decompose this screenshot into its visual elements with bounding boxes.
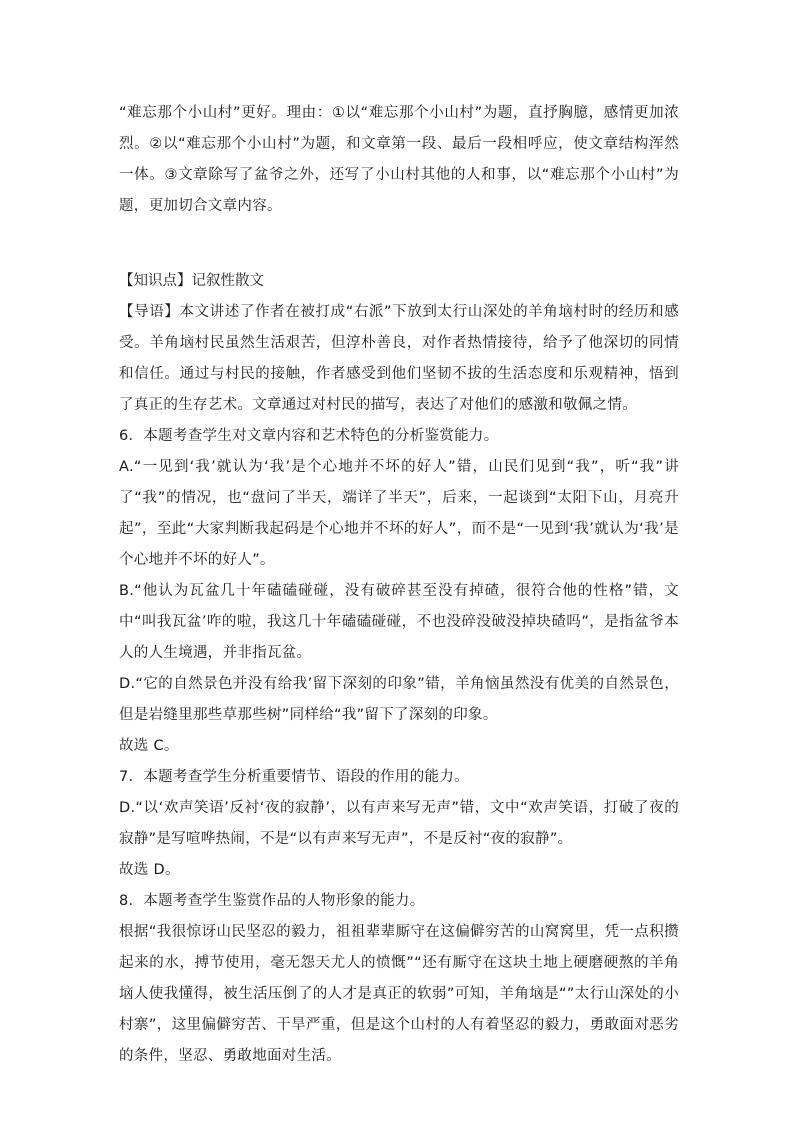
prev-answer-paragraph: “难忘那个小山村”更好。理由：①以“难忘那个小山村”为题，直抒胸臆，感情更加浓烈。②以“难忘那个小山村”为题，和文章第一段、最后一段相呼应，使文章结构浑然一体。③文章除写了盆爷之外，还写了小山村其他的人和事，以“难忘那个小山村”为题，更加切合文章内容。 [119, 105, 679, 214]
guide-paragraph: 【导语】本文讲述了作者在被打成“右派”下放到太行山深处的羊角垴村时的经历和感受。羊角垴村民虽然生活艰苦，但淳朴善良，对作者热情接待，给予了他深切的同情和信任。通过与村民的接触，作者感受到他们坚韧不拔的生活态度和乐观精神，悟到了真正的生存艺术。文章通过对村民的描写，表达了对他们的感激和敬佩之情。 [119, 304, 679, 413]
q6-heading: 6．本题考查学生对文章内容和艺术特色的分析鉴赏能力。 [119, 428, 499, 444]
knowledge-point-line: 【知识点】记叙性散文 [119, 273, 264, 289]
q8-body: 根据“我很惊讶山民坚忍的毅力，祖祖辈辈厮守在这偏僻穷苦的山窝窝里，凭一点积攒起来的水，搏节使用，毫无怨天尤人的愤慨”“还有厮守在这块土地上硬磨硬熬的羊角垴人使我懂得，被生活压倒了的人才是真正的软弱”可知，羊角垴是“”太行山深处的小村寨”，这里偏僻穷苦、干旱严重，但是这个山村的人有着坚忍的毅力，勇敢面对恶劣的条件，坚忍、勇敢地面对生活。 [119, 924, 679, 1064]
q6-option-b: B.“他认为瓦盆几十年磕磕碰碰，没有破碎甚至没有掉碴，很符合他的性格”错，文中“叫我瓦盆’咋的啦，我这几十年磕磕碰碰，不也没碎没破没掉块碴吗”，是指盆爷本人的人生境遇，并非指瓦盆。 [119, 583, 679, 661]
q6-option-a: A.“一见到‘我’就认为‘我’是个心地并不坏的好人”错，山民们见到“我”，听“我”讲了“我”的情况，也“盘问了半天，端详了半天”，后来，一起谈到“太阳下山，月亮升起”，至此“大家判断我起码是个心地并不坏的好人”，而不是“一见到‘我’就认为‘我’是个心地并不坏的好人”。 [119, 459, 679, 568]
q6-option-d: D.“它的自然景色并没有给我’留下深刻的印象”错，羊角恼虽然没有优美的自然景色，但是岩缝里那些草那些树”同样给“我”留下了深刻的印象。 [119, 676, 679, 723]
section-gap [119, 222, 679, 266]
q7-heading: 7．本题考查学生分析重要情节、语段的作用的能力。 [119, 769, 469, 785]
q8-heading: 8．本题考查学生鉴赏作品的人物形象的能力。 [119, 893, 425, 909]
document-page [119, 98, 679, 1072]
q6-answer: 故选 C。 [119, 738, 179, 754]
q7-option-d: D.“以‘欢声笑语’反衬‘夜的寂静’，以有声来写无声”错，文中“欢声笑语，打破了夜的寂静”是写喧哗热闹，不是“以有声来写无声”，不是反衬“夜的寂静”。 [119, 800, 679, 847]
q7-answer: 故选 D。 [119, 862, 180, 878]
